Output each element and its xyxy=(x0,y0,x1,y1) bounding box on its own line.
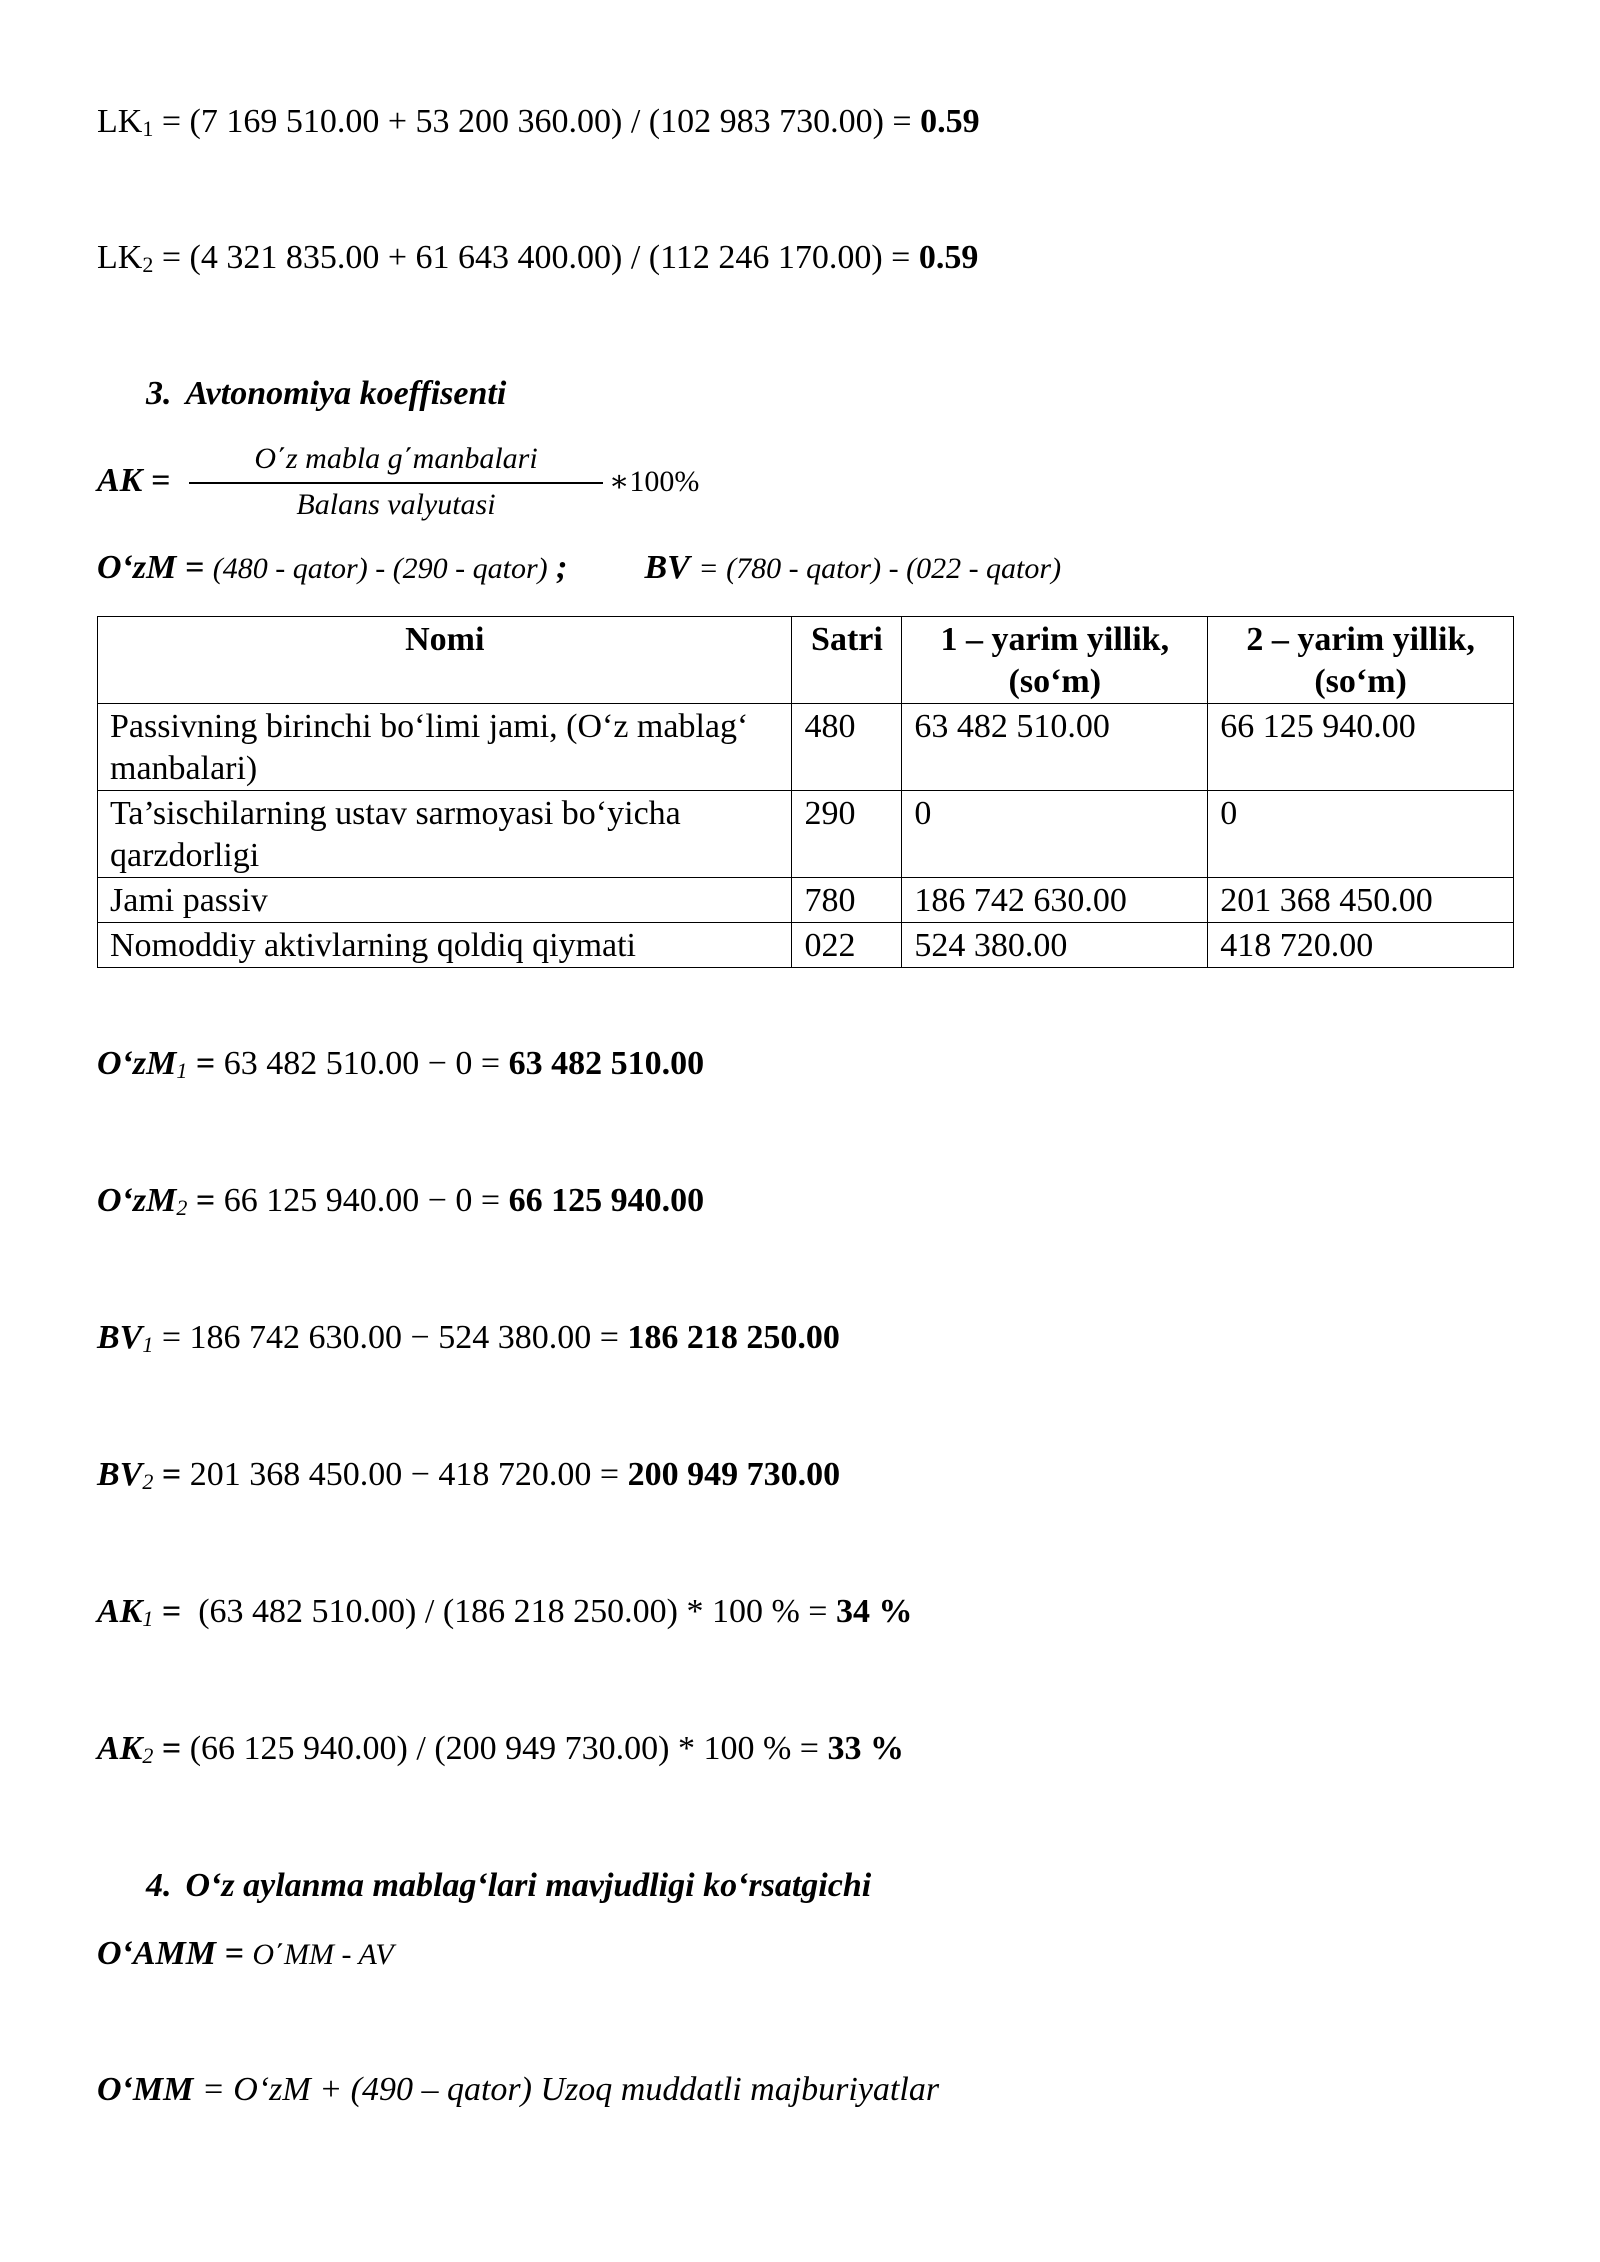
ak2-label: AK xyxy=(97,1730,143,1767)
lk1-subscript: 1 xyxy=(142,116,154,141)
ak1-label: AK xyxy=(97,1593,143,1630)
table-row xyxy=(98,923,1514,968)
table-cell: 186 742 630.00 xyxy=(902,878,1208,923)
lk2-subscript: 2 xyxy=(142,252,154,277)
ak2-equals: = xyxy=(153,1730,190,1767)
bv2-subscript: 2 xyxy=(142,1469,154,1494)
lk2-equation xyxy=(97,238,978,278)
table-cell: 524 380.00 xyxy=(902,923,1208,968)
ozm2-label: O‘zM xyxy=(97,1182,177,1219)
table-row xyxy=(98,704,1514,791)
bv1-equation xyxy=(97,1318,840,1358)
table-cell: 418 720.00 xyxy=(1208,923,1514,968)
bv-def-rhs: = (780 - qator) - (022 - qator) xyxy=(698,552,1062,585)
ak-formula-lhs: AK = xyxy=(97,462,171,499)
lk1-label: LK xyxy=(97,103,143,140)
bv2-equation xyxy=(97,1455,840,1495)
bv2-result: 200 949 730.00 xyxy=(627,1456,841,1493)
bv1-subscript: 1 xyxy=(142,1332,154,1357)
table-row xyxy=(98,791,1514,878)
ozm1-subscript: 1 xyxy=(176,1058,188,1083)
ak1-equation xyxy=(97,1592,912,1632)
bv1-expression: = 186 742 630.00 − 524 380.00 = xyxy=(153,1319,628,1356)
ozm1-expression: 63 482 510.00 − 0 = xyxy=(223,1045,509,1082)
ak-fraction-numerator: O΄z mabla g΄manbalari xyxy=(254,442,538,475)
bv2-expression: 201 368 450.00 − 418 720.00 = xyxy=(189,1456,628,1493)
lk1-equation xyxy=(97,102,980,142)
table-row xyxy=(98,878,1514,923)
table-cell: Jami passiv xyxy=(98,878,792,923)
balance-table xyxy=(97,616,1514,968)
ak-formula-multiplier: ∗100% xyxy=(609,465,700,498)
header-satri: Satri xyxy=(792,617,902,704)
omm-formula xyxy=(97,2070,939,2110)
lk2-result: 0.59 xyxy=(918,239,979,276)
ozm-def-separator: ; xyxy=(556,549,568,586)
bv-def-lhs: BV xyxy=(644,549,690,586)
section-4-number: 4. xyxy=(146,1867,172,1904)
table-cell: 63 482 510.00 xyxy=(902,704,1208,791)
ozm2-equals: = xyxy=(187,1182,224,1219)
table-cell: 0 xyxy=(1208,791,1514,878)
ak-fraction xyxy=(189,440,603,530)
bv2-label: BV xyxy=(97,1456,143,1493)
ozm1-equation xyxy=(97,1044,704,1084)
ak-fraction-denominator: Balans valyutasi xyxy=(296,488,496,521)
ak1-subscript: 1 xyxy=(142,1606,154,1631)
table-cell: 0 xyxy=(902,791,1208,878)
table-cell: 022 xyxy=(792,923,902,968)
ak1-result: 34 % xyxy=(835,1593,913,1630)
oamm-formula xyxy=(97,1934,394,1975)
header-period-1: 1 – yarim yillik, (so‘m) xyxy=(902,617,1208,704)
section-3-heading xyxy=(146,374,506,414)
table-header-row xyxy=(98,617,1514,704)
section-3-title: Avtonomiya koeffisenti xyxy=(185,375,507,412)
omm-lhs: O‘MM xyxy=(97,2071,194,2108)
ak2-subscript: 2 xyxy=(142,1743,154,1768)
oamm-rhs: O΄MM - AV xyxy=(252,1938,394,1971)
lk1-expression: = (7 169 510.00 + 53 200 360.00) / (102 983 730.00) = xyxy=(153,103,921,140)
bv1-label: BV xyxy=(97,1319,143,1356)
table-cell: Ta’sischilarning ustav sarmoyasi bo‘yicha qarzdorligi xyxy=(98,791,792,878)
table-cell: Passivning birinchi bo‘limi jami, (O‘z mablag‘ manbalari) xyxy=(98,704,792,791)
bv2-equals: = xyxy=(153,1456,190,1493)
header-period-2: 2 – yarim yillik, (so‘m) xyxy=(1208,617,1514,704)
table-cell: 290 xyxy=(792,791,902,878)
table-cell: 780 xyxy=(792,878,902,923)
section-4-title: O‘z aylanma mablag‘lari mavjudligi ko‘rsatgichi xyxy=(185,1867,872,1904)
fraction-bar xyxy=(189,482,603,484)
ozm-def-lhs: O‘zM = xyxy=(97,549,205,586)
ozm2-equation xyxy=(97,1181,704,1221)
ak1-equals: = xyxy=(153,1593,199,1630)
table-cell: 480 xyxy=(792,704,902,791)
bv1-result: 186 218 250.00 xyxy=(627,1319,840,1356)
section-4-heading xyxy=(146,1866,871,1906)
ak2-expression: (66 125 940.00) / (200 949 730.00) * 100 % = xyxy=(189,1730,828,1767)
table-cell: 201 368 450.00 xyxy=(1208,878,1514,923)
ozm1-result: 63 482 510.00 xyxy=(508,1045,705,1082)
lk2-expression: = (4 321 835.00 + 61 643 400.00) / (112 246 170.00) = xyxy=(153,239,919,276)
header-nomi: Nomi xyxy=(98,617,792,704)
ozm2-result: 66 125 940.00 xyxy=(508,1182,705,1219)
ak1-expression: (63 482 510.00) / (186 218 250.00) * 100 % = xyxy=(198,1593,836,1630)
oamm-lhs: O‘AMM = xyxy=(97,1935,253,1972)
ozm2-subscript: 2 xyxy=(176,1195,188,1220)
lk2-label: LK xyxy=(97,239,143,276)
ozm-def-rhs: (480 - qator) - (290 - qator) xyxy=(212,552,548,585)
table-cell: Nomoddiy aktivlarning qoldiq qiymati xyxy=(98,923,792,968)
ozm1-label: O‘zM xyxy=(97,1045,177,1082)
lk1-result: 0.59 xyxy=(920,103,980,140)
ozm-bv-definitions xyxy=(97,548,1061,589)
ozm1-equals: = xyxy=(187,1045,224,1082)
table-cell: 66 125 940.00 xyxy=(1208,704,1514,791)
section-3-number: 3. xyxy=(146,375,172,412)
ozm2-expression: 66 125 940.00 − 0 = xyxy=(223,1182,509,1219)
omm-rhs: = O‘zM + (490 – qator) Uzoq muddatli majburiyatlar xyxy=(193,2071,940,2108)
ak2-result: 33 % xyxy=(827,1730,904,1767)
ak2-equation xyxy=(97,1729,904,1769)
